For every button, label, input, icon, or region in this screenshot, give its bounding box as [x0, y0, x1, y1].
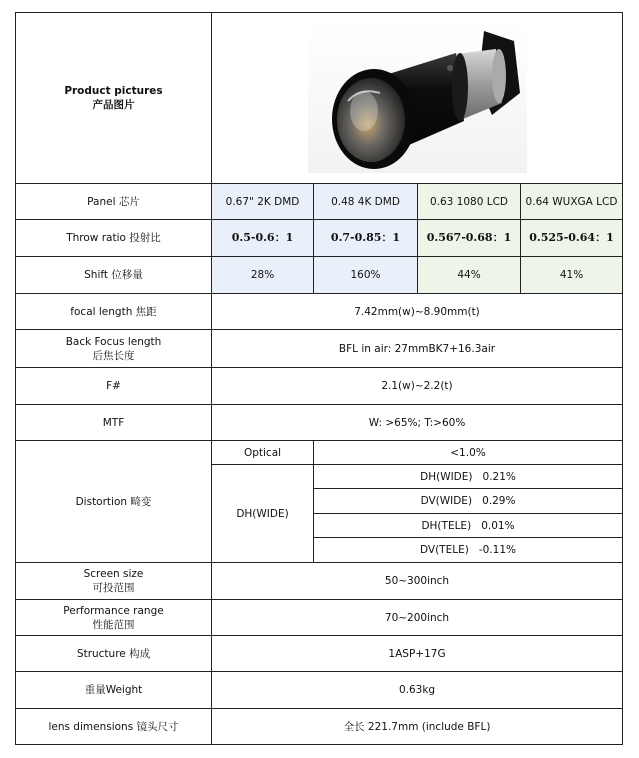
row-performance-range	[16, 600, 623, 636]
row-screen-size	[16, 563, 623, 600]
distortion-label: Distortion 畸变	[16, 441, 212, 563]
row-mtf	[16, 405, 623, 441]
lens-photo	[308, 23, 527, 173]
row-back-focus	[16, 330, 623, 368]
distortion-row-1-name: DH(WIDE)	[420, 470, 473, 483]
shift-value-2: 160%	[314, 257, 418, 294]
structure-value: 1ASP+17G	[212, 636, 623, 672]
shift-label: Shift 位移量	[16, 257, 212, 294]
weight-label: 重量Weight	[16, 672, 212, 709]
distortion-row-4-value: -0.11%	[478, 544, 516, 556]
weight-value: 0.63kg	[212, 672, 623, 709]
lens-image	[308, 23, 527, 173]
row-panel	[16, 184, 623, 220]
screen-size-label-cn: 可投范围	[92, 582, 135, 594]
product-pictures-label-en: Product pictures	[64, 85, 163, 97]
screen-size-label-en: Screen size	[83, 568, 144, 580]
distortion-row-4	[314, 538, 623, 563]
panel-value-1: 0.67" 2K DMD	[212, 184, 314, 220]
distortion-row-1	[314, 465, 623, 489]
focal-length-value: 7.42mm(w)~8.90mm(t)	[212, 294, 623, 330]
row-weight	[16, 672, 623, 709]
shift-value-1: 28%	[212, 257, 314, 294]
screen-size-value: 50~300inch	[212, 563, 623, 600]
lens-dimensions-label: lens dimensions 镜头尺寸	[16, 709, 212, 745]
mtf-label: MTF	[16, 405, 212, 441]
distortion-row-1-value: 0.21%	[482, 470, 516, 483]
f-number-value: 2.1(w)~2.2(t)	[212, 368, 623, 405]
distortion-row-3-value: 0.01%	[481, 519, 515, 532]
performance-range-value: 70~200inch	[212, 600, 623, 636]
performance-range-label	[16, 600, 212, 636]
panel-value-2: 0.48 4K DMD	[314, 184, 418, 220]
lens-dimensions-value: 全长 221.7mm (include BFL)	[212, 709, 623, 745]
distortion-dh-label: DH(WIDE)	[212, 465, 314, 563]
throw-ratio-value-2: 0.7-0.85：1	[314, 220, 418, 257]
distortion-row-2-name: DV(WIDE)	[420, 495, 473, 507]
back-focus-value: BFL in air: 27mmBK7+16.3air	[212, 330, 623, 368]
row-throw-ratio	[16, 220, 623, 257]
product-photo-cell	[212, 13, 623, 184]
panel-label: Panel 芯片	[16, 184, 212, 220]
distortion-row-2	[314, 489, 623, 514]
throw-ratio-value-1: 0.5-0.6：1	[212, 220, 314, 257]
distortion-row-3	[314, 514, 623, 538]
focal-length-label: focal length 焦距	[16, 294, 212, 330]
row-f-number	[16, 368, 623, 405]
performance-range-label-en: Performance range	[63, 604, 164, 617]
row-shift	[16, 257, 623, 294]
throw-ratio-value-4: 0.525-0.64：1	[521, 220, 623, 257]
panel-value-4: 0.64 WUXGA LCD	[521, 184, 623, 220]
shift-value-3: 44%	[418, 257, 521, 294]
distortion-optical-label: Optical	[212, 441, 314, 465]
f-number-label: F#	[16, 368, 212, 405]
row-structure	[16, 636, 623, 672]
product-pictures-label	[16, 13, 212, 184]
throw-ratio-label: Throw ratio 投射比	[16, 220, 212, 257]
distortion-row-3-name: DH(TELE)	[421, 519, 472, 532]
distortion-optical-value: <1.0%	[314, 441, 623, 465]
shift-value-4: 41%	[521, 257, 623, 294]
structure-label: Structure 构成	[16, 636, 212, 672]
distortion-row-2-value: 0.29%	[482, 495, 516, 507]
product-pictures-label-cn: 产品图片	[92, 99, 135, 111]
throw-ratio-value-3: 0.567-0.68：1	[418, 220, 521, 257]
performance-range-label-cn: 性能范围	[92, 618, 135, 631]
back-focus-label-en: Back Focus length	[65, 335, 162, 348]
screen-size-label	[16, 563, 212, 600]
row-distortion-optical	[16, 441, 623, 465]
back-focus-label	[16, 330, 212, 368]
spec-table	[15, 12, 622, 748]
row-product-pictures	[16, 13, 623, 184]
mtf-value: W: >65%; T:>60%	[212, 405, 623, 441]
panel-value-3: 0.63 1080 LCD	[418, 184, 521, 220]
back-focus-label-cn: 后焦长度	[92, 349, 135, 362]
distortion-row-4-name: DV(TELE)	[420, 544, 469, 556]
row-lens-dimensions	[16, 709, 623, 745]
row-focal-length	[16, 294, 623, 330]
